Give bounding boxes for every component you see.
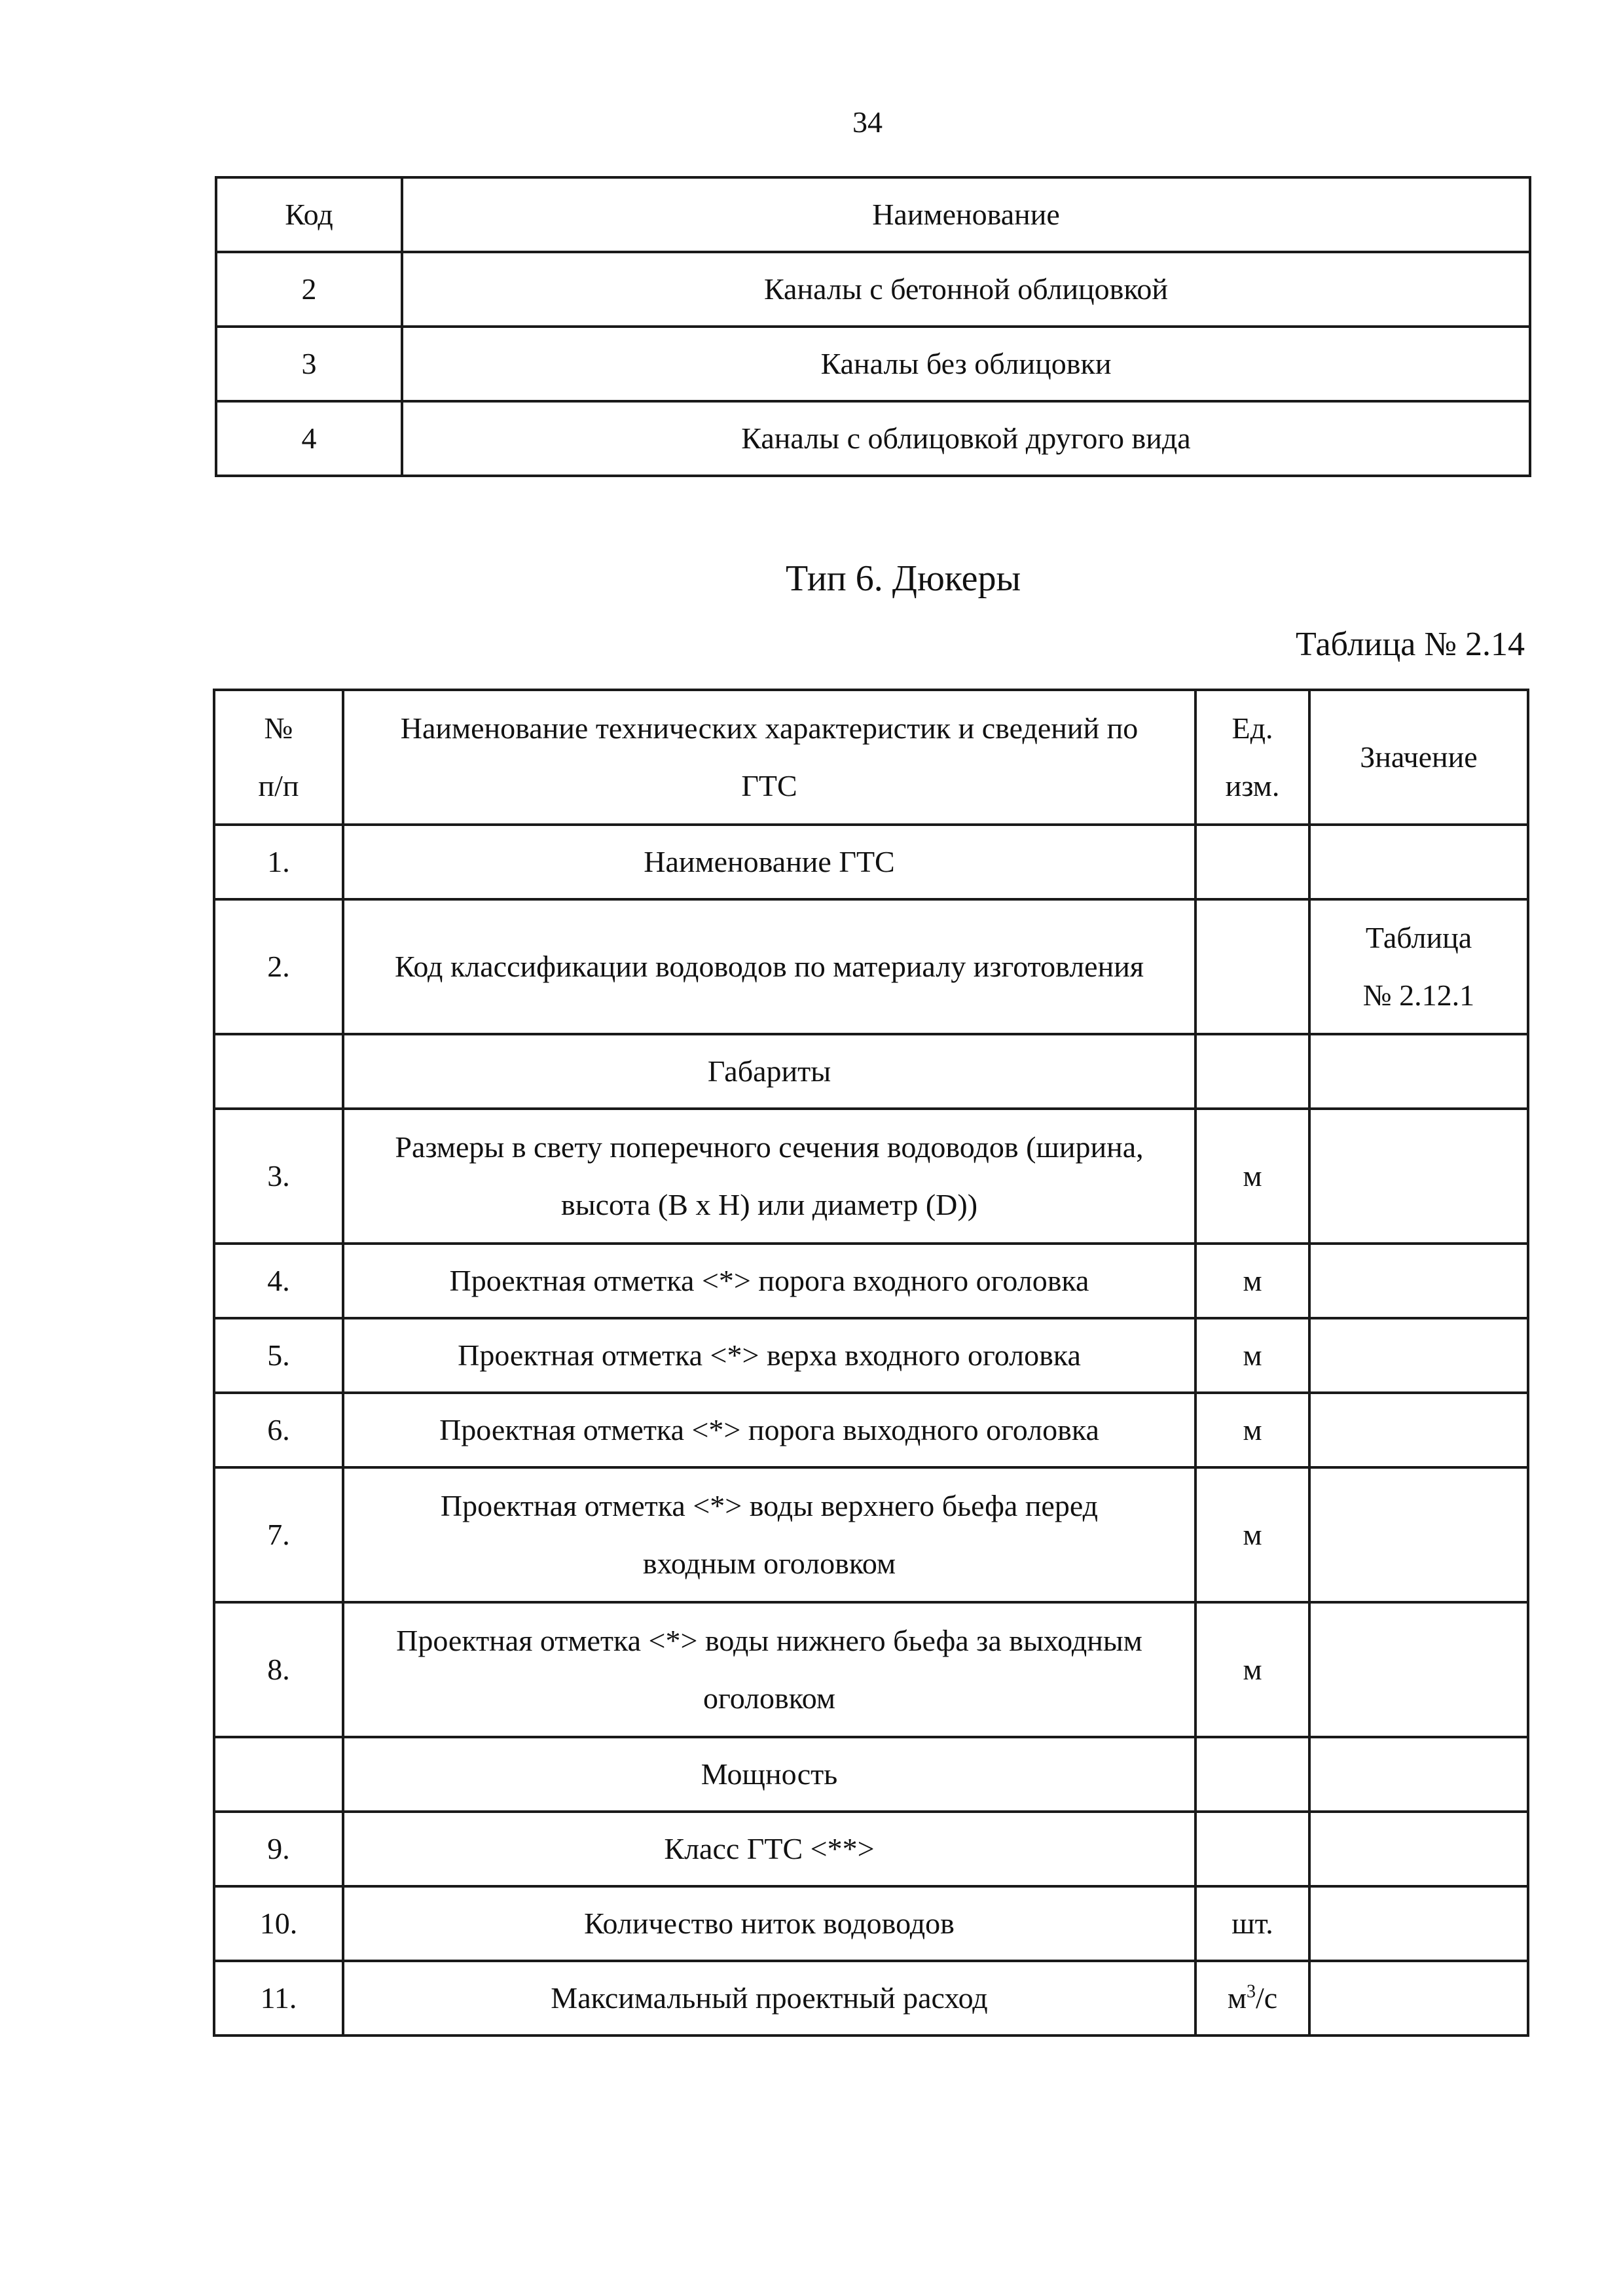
unit-cell: м [1195, 1109, 1309, 1244]
value-cell [1309, 1244, 1528, 1318]
group-heading: Мощность [343, 1737, 1195, 1812]
table-row [216, 327, 1530, 401]
name-cell: Проектная отметка <*> воды верхнего бьефа перед входным оголовком [343, 1467, 1195, 1602]
table-row [214, 1318, 1528, 1393]
num-cell: 7. [214, 1467, 343, 1602]
value-cell: Таблица № 2.12.1 [1309, 899, 1528, 1034]
num-cell: 11. [214, 1961, 343, 2036]
unit-cell: шт. [1195, 1886, 1309, 1961]
name-cell: Размеры в свету поперечного сечения водоводов (ширина, высота (B x H) или диаметр (D)) [343, 1109, 1195, 1244]
value-cell [1309, 1737, 1528, 1812]
unit-cell: $м^3/с$ [1195, 1961, 1309, 2036]
name-cell: Класс ГТС <**> [343, 1812, 1195, 1886]
num-cell: 9. [214, 1812, 343, 1886]
name-cell: Каналы без облицовки [402, 327, 1530, 401]
name-cell: Каналы с облицовкой другого вида [402, 401, 1530, 476]
header-num: № п/п [214, 690, 343, 825]
table-row [214, 1961, 1528, 2036]
table-row [214, 1812, 1528, 1886]
num-cell: 5. [214, 1318, 343, 1393]
num-cell: 4. [214, 1244, 343, 1318]
table-caption: Таблица № 2.14 [1295, 626, 1525, 663]
value-cell [1309, 1034, 1528, 1109]
unit-cell [1195, 1034, 1309, 1109]
page-number: 34 [852, 105, 883, 139]
table-row [214, 1109, 1528, 1244]
unit-cell [1195, 1812, 1309, 1886]
table-row [214, 1034, 1528, 1109]
table-row [214, 899, 1528, 1034]
num-cell: 6. [214, 1393, 343, 1467]
num-cell: 2. [214, 899, 343, 1034]
value-cell [1309, 1961, 1528, 2036]
unit-cell: м [1195, 1467, 1309, 1602]
codes-table-header [216, 177, 1530, 252]
table-row [214, 1244, 1528, 1318]
value-cell [1309, 1812, 1528, 1886]
name-cell: Количество ниток водоводов [343, 1886, 1195, 1961]
header-value: Значение [1309, 690, 1528, 825]
table-row [214, 1467, 1528, 1602]
table-row [214, 1602, 1528, 1737]
section-title: Тип 6. Дюкеры [786, 558, 1021, 599]
value-cell [1309, 1602, 1528, 1737]
name-cell: Проектная отметка <*> верха входного оголовка [343, 1318, 1195, 1393]
header-unit: Ед. изм. [1195, 690, 1309, 825]
name-cell: Проектная отметка <*> воды нижнего бьефа за выходным оголовком [343, 1602, 1195, 1737]
codes-table [215, 176, 1531, 477]
num-cell: 8. [214, 1602, 343, 1737]
group-heading: Габариты [343, 1034, 1195, 1109]
value-cell [1309, 1109, 1528, 1244]
num-cell: 1. [214, 825, 343, 899]
table-row [214, 825, 1528, 899]
unit-cell [1195, 1737, 1309, 1812]
code-cell: 2 [216, 252, 402, 327]
value-cell [1309, 825, 1528, 899]
table-row [214, 1393, 1528, 1467]
header-code: Код [216, 177, 402, 252]
num-cell [214, 1034, 343, 1109]
name-cell: Проектная отметка <*> порога выходного оголовка [343, 1393, 1195, 1467]
name-cell: Код классификации водоводов по материалу изготовления [343, 899, 1195, 1034]
unit-cell [1195, 825, 1309, 899]
table-row [216, 252, 1530, 327]
characteristics-table [213, 689, 1529, 2037]
name-cell: Проектная отметка <*> порога входного оголовка [343, 1244, 1195, 1318]
num-cell [214, 1737, 343, 1812]
table-row [214, 1886, 1528, 1961]
value-cell [1309, 1393, 1528, 1467]
num-cell: 3. [214, 1109, 343, 1244]
name-cell: Максимальный проектный расход [343, 1961, 1195, 2036]
value-cell [1309, 1318, 1528, 1393]
name-cell: Каналы с бетонной облицовкой [402, 252, 1530, 327]
header-name: Наименование технических характеристик и сведений по ГТС [343, 690, 1195, 825]
code-cell: 4 [216, 401, 402, 476]
unit-cell: м [1195, 1244, 1309, 1318]
unit-cell [1195, 899, 1309, 1034]
num-cell: 10. [214, 1886, 343, 1961]
characteristics-table-header [214, 690, 1528, 825]
unit-cell: м [1195, 1318, 1309, 1393]
code-cell: 3 [216, 327, 402, 401]
unit-cell: м [1195, 1393, 1309, 1467]
table-row [214, 1737, 1528, 1812]
unit-cell: м [1195, 1602, 1309, 1737]
name-cell: Наименование ГТС [343, 825, 1195, 899]
header-name: Наименование [402, 177, 1530, 252]
value-cell [1309, 1467, 1528, 1602]
value-cell [1309, 1886, 1528, 1961]
table-row [216, 401, 1530, 476]
